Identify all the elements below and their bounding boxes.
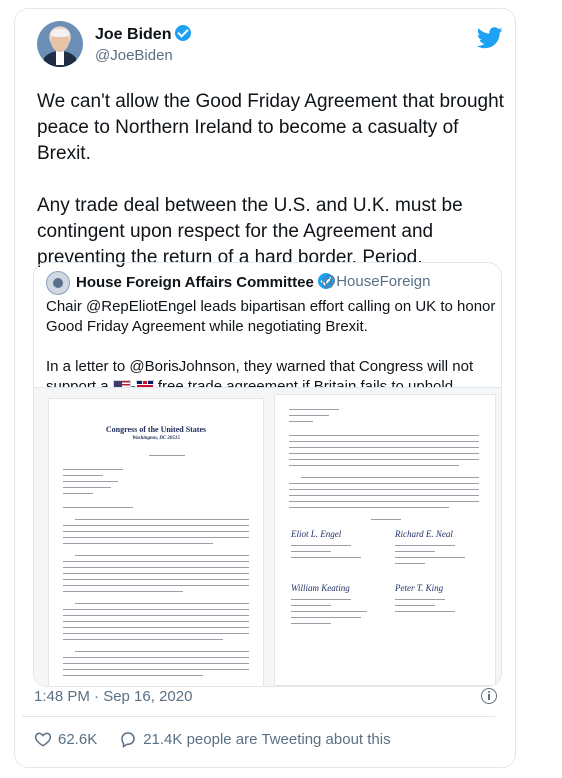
signature-1: Eliot L. Engel [291, 529, 342, 539]
signature-2: Richard E. Neal [395, 529, 453, 539]
tweet-text: We can't allow the Good Friday Agreement that brought peace to Northern Ireland to become a casualty of Brexit. Any trade deal between the U.S. and U.K. must be contingent upon respect for the Agreement and preventing the return of a hard border. Period. [37, 91, 504, 268]
author-name-row[interactable] [95, 25, 191, 44]
letter-page-2 [274, 394, 496, 686]
reply-icon[interactable] [119, 730, 137, 748]
quoted-tweet[interactable] [33, 262, 502, 687]
quoted-author-avatar[interactable] [46, 271, 70, 295]
author-name[interactable]: Joe Biden [95, 26, 172, 43]
tweet-timestamp[interactable]: 1:48 PM · Sep 16, 2020 [34, 688, 193, 705]
author-handle[interactable]: @JoeBiden [95, 47, 173, 64]
twitter-bird-icon[interactable] [477, 27, 503, 49]
quoted-text-paragraph-2-start: In a letter to @BorisJohnson, they warned that Congress will not [46, 358, 474, 375]
conversation-count[interactable]: 21.4K people are Tweeting about this [143, 730, 391, 748]
heart-icon[interactable] [34, 730, 52, 748]
letter-image[interactable] [34, 387, 502, 687]
avatar-hair [51, 29, 69, 37]
letterhead-title: Congress of the United States [105, 425, 207, 434]
like-count[interactable]: 62.6K [58, 730, 98, 748]
author-avatar[interactable] [37, 21, 83, 67]
letter-page-1 [48, 398, 264, 687]
signature-4: Peter T. King [395, 583, 444, 593]
avatar-shirt [56, 51, 64, 65]
divider [22, 716, 495, 717]
verified-badge-icon [175, 25, 191, 41]
quoted-text-paragraph-1: Chair @RepEliotEngel leads bipartisan effort calling on UK to honor Good Friday Agreement while negotiating Brexit. [46, 298, 496, 335]
quoted-author-name-row[interactable] [76, 273, 334, 291]
signature-3: William Keating [291, 583, 350, 593]
tweet-actions [34, 730, 391, 748]
letterhead-subtitle: Washington, DC 20515 [132, 436, 180, 441]
quoted-author-handle[interactable]: @HouseForeign [321, 273, 431, 290]
quoted-author-name[interactable]: House Foreign Affairs Committee [76, 274, 314, 291]
info-icon[interactable] [481, 688, 497, 704]
